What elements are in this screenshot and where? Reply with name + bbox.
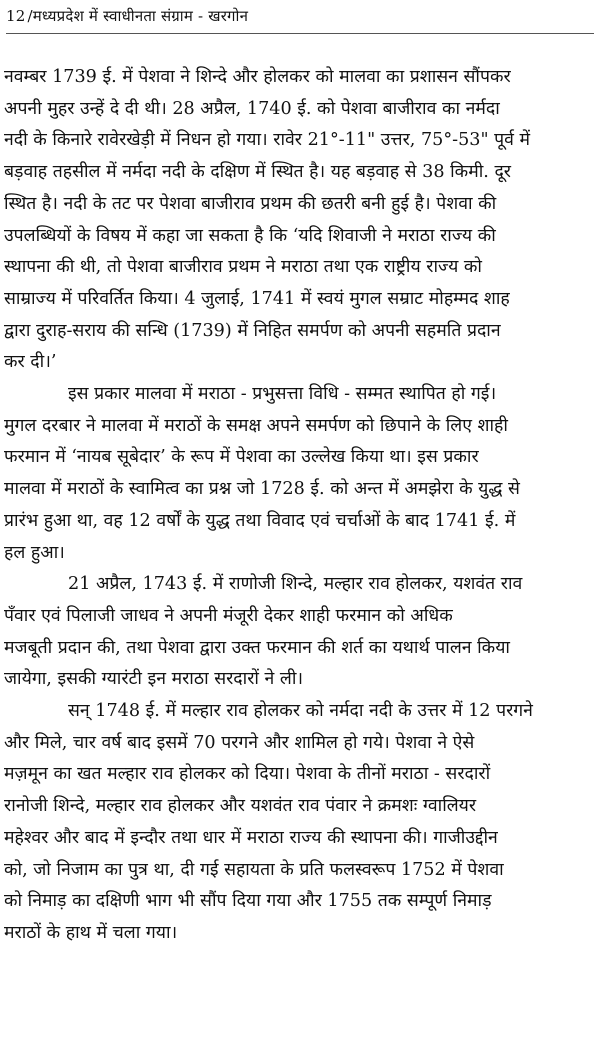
paragraph-3: 21 अप्रैल, 1743 ई. में राणोजी शिन्दे, मल्हार राव होलकर, यशवंत राव पँवार एवं पिलाजी जाधव ने अपनी मंजूरी देकर शाही फरमान को अधिक मजबूती प्रदान की, तथा पेशवा द्वारा उक्त फरमान की शर्त का यथार्थ पालन किया जायेगा, इसकी ग्यारंटी इन मराठा सरदारों ने ली। [4, 574, 523, 690]
paragraph-1: नवम्बर 1739 ई. में पेशवा ने शिन्दे और होलकर को मालवा का प्रशासन सौंपकर अपनी मुहर उन्हें दे दी थी। 28 अप्रैल, 1740 ई. को पेशवा बाजीराव का नर्मदा नदी के किनारे रावेरखेड़ी में निधन हो गया। रावेर 21°-11" उत्तर, 75°-53" पूर्व में बड़वाह तहसील में नर्मदा नदी के दक्षिण में स्थित है। यह बड़वाह से 38 किमी. दूर स्थित है। नदी के तट पर पेशवा बाजीराव प्रथम की छतरी बनी हुई है। पेशवा की उपलब्धियों के विषय में कहा जा सकता है कि ‘यदि शिवाजी ने मराठा राज्य की स्थापना की थी, तो पेशवा बाजीराव प्रथम ने मराठा तथा एक राष्ट्रीय राज्य को साम्राज्य में परिवर्तित किया। 4 जुलाई, 1741 में स्वयं मुगल सम्राट मोहम्मद शाह द्वारा दुराह-सराय की सन्धि (1739) में निहित समर्पण को अपनी सहमति प्रदान कर दी।’ [4, 67, 531, 373]
paragraph-4: सन् 1748 ई. में मल्हार राव होलकर को नर्मदा नदी के उत्तर में 12 परगने और मिले, चार वर्ष बाद इसमें 70 परगने और शामिल हो गये। पेशवा ने ऐसे मज़मून का खत मल्हार राव होलकर को दिया। पेशवा के तीनों मराठा - सरदारों रानोजी शिन्दे, मल्हार राव होलकर और यशवंत राव पंवार ने क्रमशः ग्वालियर महेश्वर और बाद में इन्दौर तथा धार में मराठा राज्य की स्थापना की। गाजीउद्दीन को, जो निजाम का पुत्र था, दी गई सहायता के प्रति फलस्वरूप 1752 में पेशवा को निमाड़ का दक्षिणी भाग भी सौंप दिया गया और 1755 तक सम्पूर्ण निमाड़ मराठों के हाथ में चला गया। [4, 701, 533, 943]
page-number: 12 [6, 7, 26, 25]
paragraph-2: इस प्रकार मालवा में मराठा - प्रभुसत्ता विधि - सम्मत स्थापित हो गई। मुगल दरबार ने मालवा में मराठों के समक्ष अपने समर्पण को छिपाने के लिए शाही फरमान में ‘नायब सूबेदार’ के रूप में पेशवा का उल्लेख किया था। इस प्रकार मालवा में मराठों के स्वामित्व का प्रश्न जो 1728 ई. को अन्त में अमझेरा के युद्ध से प्रारंभ हुआ था, वह 12 वर्षों के युद्ध तथा विवाद एवं चर्चाओं के बाद 1741 ई. में हल हुआ। [4, 384, 520, 563]
header-divider [6, 33, 594, 34]
running-header [6, 6, 248, 26]
body-text [4, 62, 594, 950]
running-title: /मध्यप्रदेश में स्वाधीनता संग्राम - खरगोन [27, 7, 249, 25]
